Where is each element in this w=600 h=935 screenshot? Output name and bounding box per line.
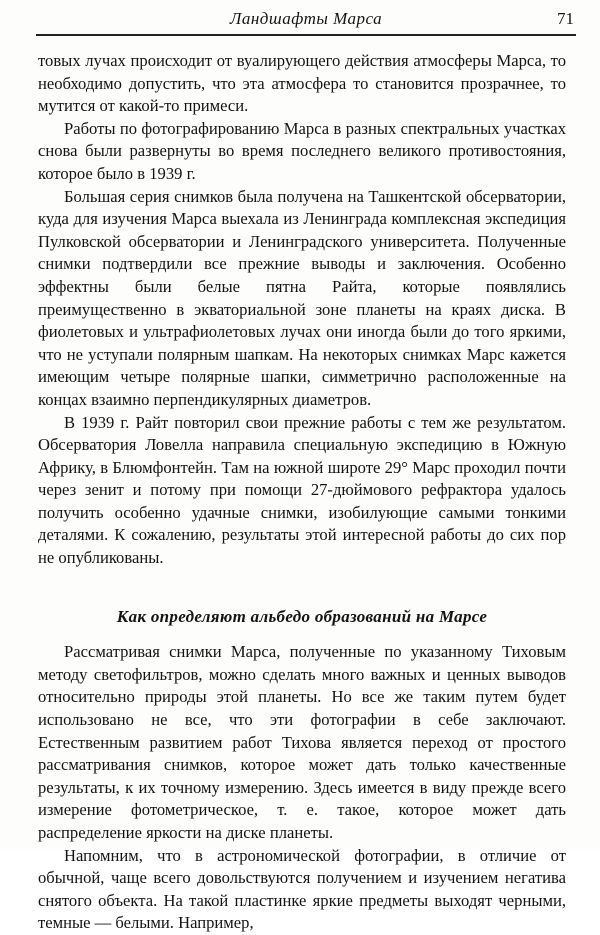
paragraph-tashkent-series: Большая серия снимков была получена на Ташкентской обсерватории, куда для изучения Марса выехала из Ленинграда комплексная экспедиция Пулковской обсерватории и Ленинградского университета. Полученные снимки подтвердили все прежние выводы и заключения. Особенно эффектны были белые пятна Райта, которые появлялись преимущественно в экваториальной зоне планеты на краях диска. В фиолетовых и ультрафиолетовых лучах они иногда были до того яркими, что не уступали полярным шапкам. На некоторых снимках Марс кажется имеющим четыре полярные шапки, симметрично расположенные на концах взаимно перпендикулярных диаметров.	[38, 186, 566, 409]
page-number: 71	[557, 9, 574, 28]
paragraph-continued: товых лучах происходит от вуалирующего действия атмосферы Марса, то необходимо допустить, что эта атмосфера то становится прозрачнее, то мутится от какой-то примеси.	[38, 51, 566, 116]
section-heading: Как определяют альбедо образований на Марсе	[116, 606, 488, 626]
running-header	[36, 4, 576, 36]
paragraph-wright-1939: В 1939 г. Райт повторил свои прежние работы с тем же результатом. Обсерватория Ловелла направила специальную экспедицию в Южную Африку, в Блюмфонтейн. Там на южной широте 29° Марс проходил почти через зенит и потому при помощи 27-дюймового рефрактора удалось получить особенно удачные снимки, изобилующие самыми тонкими деталями. К сожалению, результаты этой интересной работы до сих пор не опубликованы.	[38, 412, 566, 568]
paragraph-albedo-intro: Рассматривая снимки Марса, полученные по указанному Тиховым методу светофильтров, можно сделать много важных и ценных выводов относительно природы этой планеты. Но все же таким путем будет использовано не все, что эти фотографии в себе заключают. Естественным развитием работ Тихова является переход от простого рассматривания снимков, которое может дать только качественные результаты, к их точному измерению. Здесь имеется в виду прежде всего измерение фотометрическое, т. е. такое, которое может дать распределение яркости на диске планеты.	[38, 642, 566, 842]
paragraph-photography-works: Работы по фотографированию Марса в разных спектральных участках снова были развернуты во время последнего великого противостояния, которое было в 1939 г.	[38, 118, 566, 183]
text-column	[38, 50, 566, 935]
running-title: Ландшафты Марса	[229, 9, 383, 28]
paragraph-negative: Напомним, что в астрономической фотографии, в отличие от обычной, чаще всего довольствуются получением и изучением негатива снятого объекта. На такой пластинке яркие предметы выходят черными, темные — белыми. Например,	[38, 845, 566, 933]
